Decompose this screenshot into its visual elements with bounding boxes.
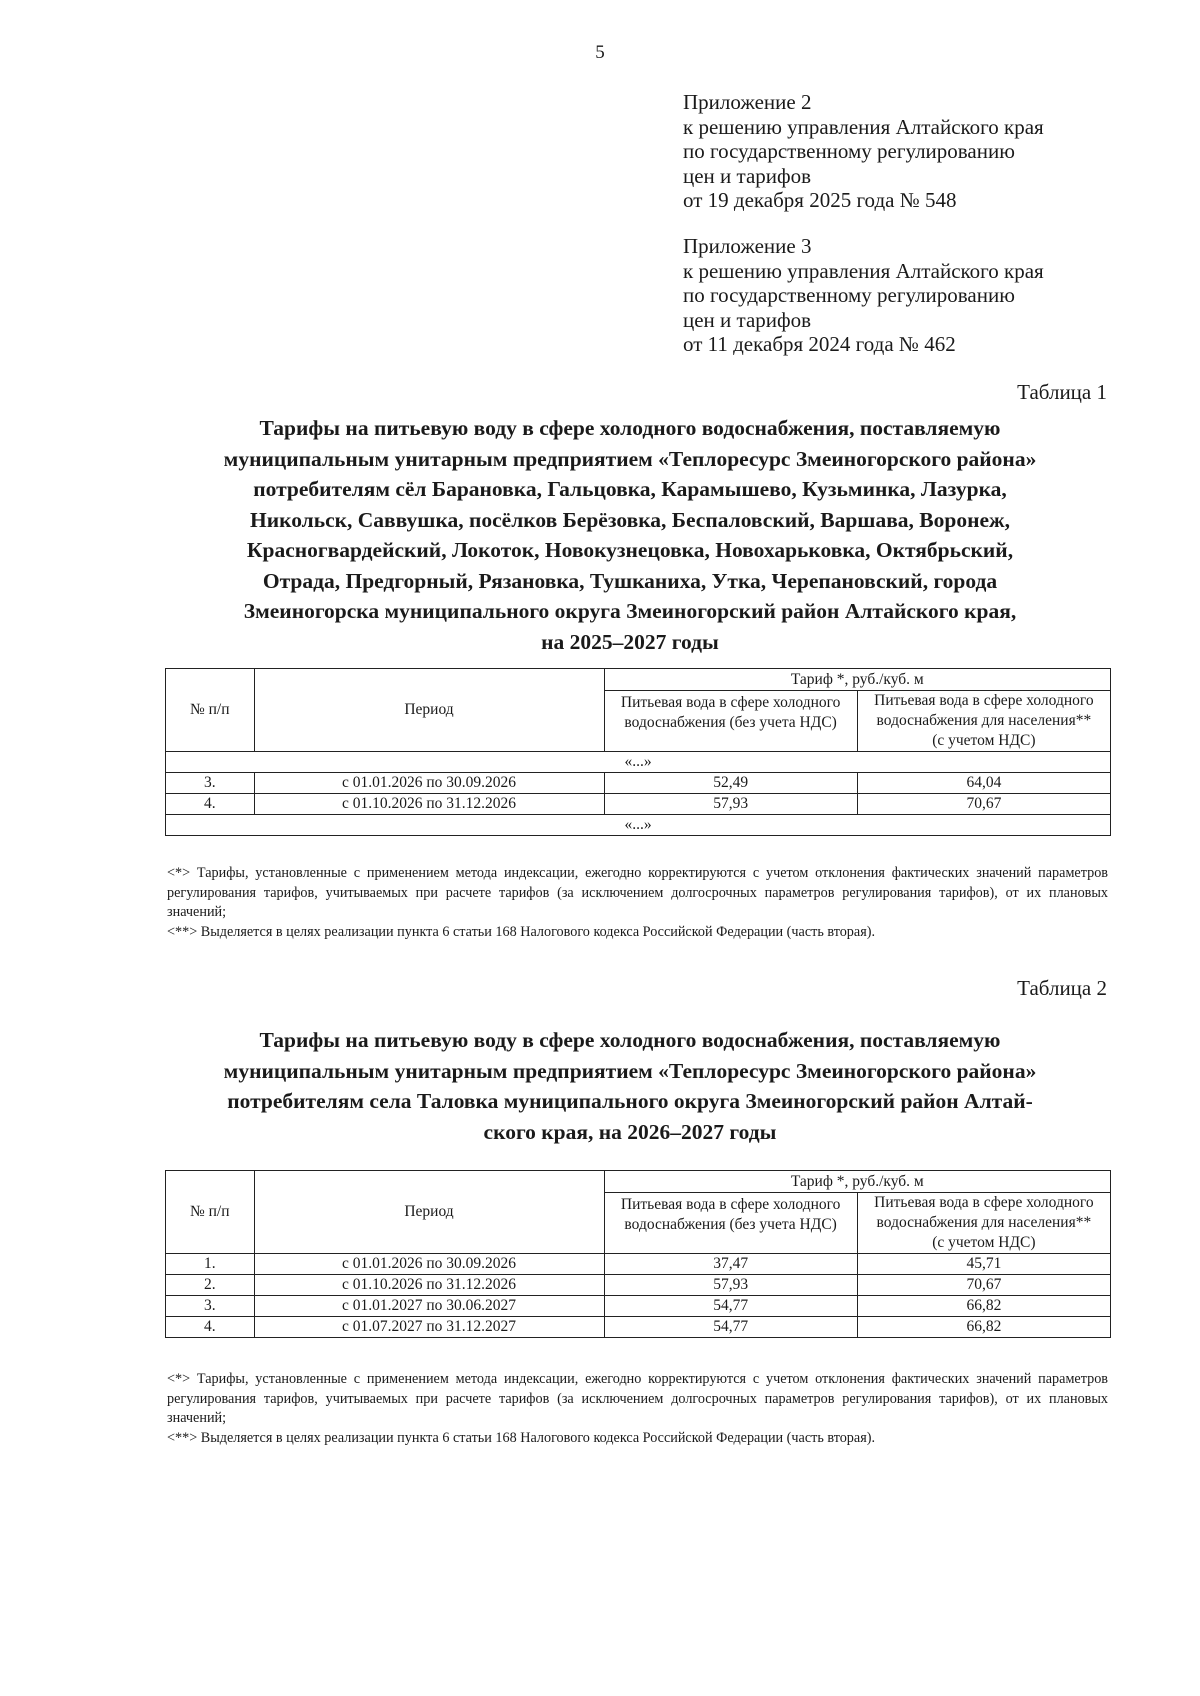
header-tariff: Тариф *, руб./куб. м (604, 669, 1110, 691)
row-period: с 01.10.2026 по 31.12.2026 (254, 1275, 604, 1296)
row-num: 4. (166, 1317, 255, 1338)
row-value-b: 66,82 (857, 1296, 1110, 1317)
appendix-2-line: к решению управления Алтайского края (683, 114, 1044, 139)
header-col-a: Питьевая вода в сфере холодного водоснабжения (без учета НДС) (604, 1193, 857, 1254)
footnote: <*> Тарифы, установленные с применением метода индексации, ежегодно корректируются с учетом отклонения фактических значений параметров регулирования тарифов, учитываемых при расчете тарифов (за исключением долгосрочных параметров регулирования тарифов), от их плановых значений; (167, 1371, 1108, 1426)
appendix-2-block (683, 90, 1044, 213)
table-1-label: Таблица 1 (1017, 380, 1107, 404)
ellipsis-row: «...» (166, 815, 1111, 836)
appendix-3-line: Приложение 3 (683, 234, 812, 258)
appendix-2-line: по государственному регулированию (683, 139, 1015, 163)
table-1-title (165, 413, 1095, 657)
table-2-label: Таблица 2 (1017, 976, 1107, 1000)
ellipsis-row: «...» (166, 752, 1111, 773)
row-num: 3. (166, 773, 255, 794)
header-period: Период (254, 1171, 604, 1254)
appendix-3-line: цен и тарифов (683, 307, 812, 332)
title-line: ского края, на 2026–2027 годы (483, 1119, 777, 1144)
row-value-a: 52,49 (604, 773, 857, 794)
title-line: потребителям сёл Барановка, Гальцовка, Карамышево, Кузьминка, Лазурка, (253, 477, 1007, 501)
row-value-a: 54,77 (604, 1317, 857, 1338)
page-number: 5 (595, 42, 605, 63)
header-col-b-line: (с учетом НДС) (932, 1234, 1036, 1251)
row-value-b: 70,67 (857, 794, 1110, 815)
row-period: с 01.07.2027 по 31.12.2027 (254, 1317, 604, 1338)
row-value-b: 66,82 (857, 1317, 1110, 1338)
header-col-b-line: Питьевая вода в сфере холодного водоснабжения для населения** (874, 1194, 1094, 1231)
table-1-footnotes (167, 864, 1108, 942)
appendix-3-line: по государственному регулированию (683, 283, 1015, 307)
row-value-a: 57,93 (604, 1275, 857, 1296)
table-row (166, 1317, 1111, 1338)
row-num: 3. (166, 1296, 255, 1317)
tariff-table-1 (165, 668, 1111, 836)
footnote: <**> Выделяется в целях реализации пункта 6 статьи 168 Налогового кодекса Российской Федерации (часть вторая). (167, 923, 875, 940)
row-value-b: 64,04 (857, 773, 1110, 794)
appendix-2-line: Приложение 2 (683, 90, 812, 114)
table-row (166, 1275, 1111, 1296)
row-value-a: 57,93 (604, 794, 857, 815)
title-line: муниципальным унитарным предприятием «Теплоресурс Змеиногорского района» (223, 446, 1037, 471)
title-line: Никольск, Саввушка, посёлков Берёзовка, Беспаловский, Варшава, Воронеж, (249, 507, 1011, 532)
header-col-b (857, 691, 1110, 752)
title-line: Тарифы на питьевую воду в сфере холодного водоснабжения, поставляемую (259, 416, 1001, 440)
title-line: потребителям села Таловка муниципального округа Змеиногорский район Алтай- (227, 1089, 1033, 1113)
footnote: <*> Тарифы, установленные с применением метода индексации, ежегодно корректируются с учетом отклонения фактических значений параметров регулирования тарифов, учитываемых при расчете тарифов (за исключением долгосрочных параметров регулирования тарифов), от их плановых значений; (167, 865, 1108, 920)
title-line: Красногвардейский, Локоток, Новокузнецовка, Новохарьковка, Октябрьский, (246, 538, 1014, 562)
title-line: Змеиногорска муниципального округа Змеиногорский район Алтайского края, (243, 599, 1017, 623)
appendix-3-line: от 11 декабря 2024 года № 462 (683, 332, 956, 356)
appendix-2-line: от 19 декабря 2025 года № 548 (683, 188, 957, 212)
row-period: с 01.01.2026 по 30.09.2026 (254, 1254, 604, 1275)
row-period: с 01.10.2026 по 31.12.2026 (254, 794, 604, 815)
header-num: № п/п (166, 669, 255, 752)
header-tariff: Тариф *, руб./куб. м (604, 1171, 1110, 1193)
row-num: 4. (166, 794, 255, 815)
appendix-2-line: цен и тарифов (683, 163, 812, 188)
header-col-b-line: Питьевая вода в сфере холодного водоснабжения для населения** (874, 692, 1094, 729)
appendix-3-line: к решению управления Алтайского края (683, 258, 1044, 283)
table-2-footnotes (167, 1370, 1108, 1448)
header-col-b (857, 1193, 1110, 1254)
table-row (166, 1254, 1111, 1275)
row-num: 2. (166, 1275, 255, 1296)
row-period: с 01.01.2027 по 30.06.2027 (254, 1296, 604, 1317)
header-col-b-line: (с учетом НДС) (932, 732, 1036, 749)
appendix-3-block (683, 234, 1044, 357)
table-2-title (165, 1025, 1095, 1147)
footnote: <**> Выделяется в целях реализации пункта 6 статьи 168 Налогового кодекса Российской Федерации (часть вторая). (167, 1429, 875, 1446)
table-row (166, 794, 1111, 815)
table-row (166, 773, 1111, 794)
title-line: Отрада, Предгорный, Рязановка, Тушканиха, Утка, Черепановский, города (262, 568, 998, 593)
title-line: на 2025–2027 годы (541, 629, 719, 654)
row-value-a: 54,77 (604, 1296, 857, 1317)
header-period: Период (254, 669, 604, 752)
title-line: муниципальным унитарным предприятием «Теплоресурс Змеиногорского района» (223, 1058, 1037, 1083)
header-col-a: Питьевая вода в сфере холодного водоснабжения (без учета НДС) (604, 691, 857, 752)
row-value-b: 45,71 (857, 1254, 1110, 1275)
row-num: 1. (166, 1254, 255, 1275)
table-row (166, 1296, 1111, 1317)
header-num: № п/п (166, 1171, 255, 1254)
tariff-table-2 (165, 1170, 1111, 1338)
row-period: с 01.01.2026 по 30.09.2026 (254, 773, 604, 794)
row-value-b: 70,67 (857, 1275, 1110, 1296)
row-value-a: 37,47 (604, 1254, 857, 1275)
title-line: Тарифы на питьевую воду в сфере холодного водоснабжения, поставляемую (259, 1028, 1001, 1052)
